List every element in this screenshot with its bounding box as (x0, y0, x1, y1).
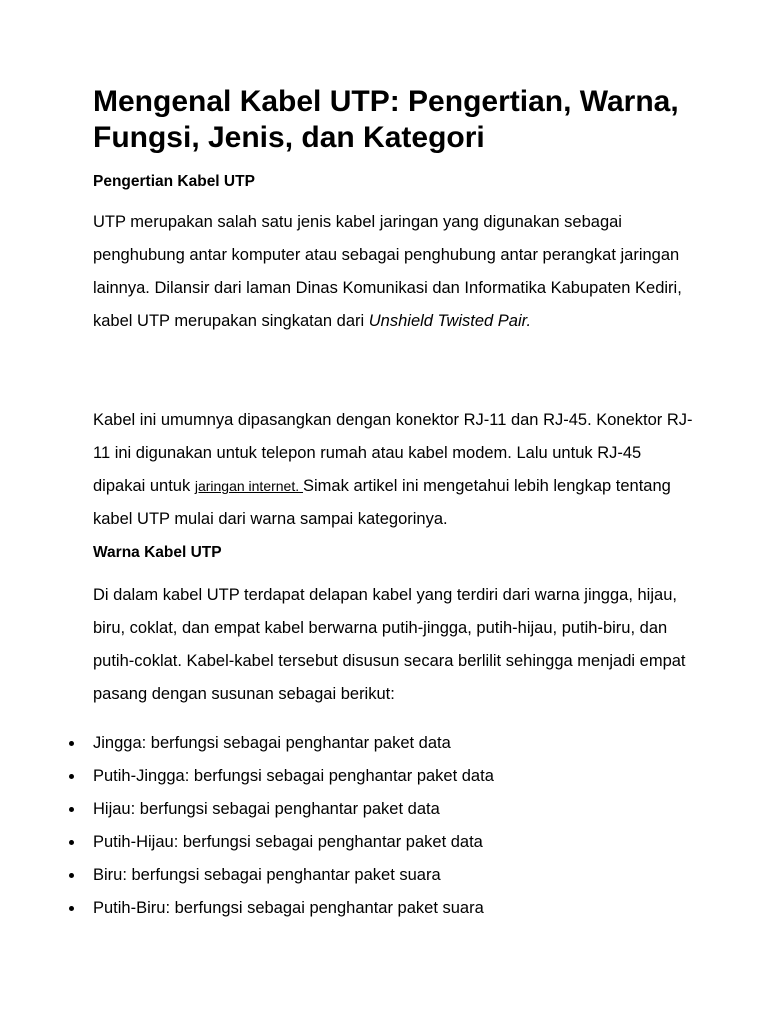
bullet-icon (69, 774, 74, 779)
list-item-text: Putih-Hijau: berfungsi sebagai penghantar paket data (93, 833, 483, 851)
section-heading-pengertian: Pengertian Kabel UTP (93, 173, 255, 190)
link-jaringan-internet[interactable]: jaringan internet. (194, 478, 304, 494)
document-title: Mengenal Kabel UTP: Pengertian, Warna, Fungsi, Jenis, dan Kategori (93, 85, 679, 154)
paragraph-konektor-text-end: Simak artikel ini mengetahui lebih lengkap tentang kabel UTP mulai dari warna sampai kategorinya. (93, 477, 671, 528)
bullet-icon (69, 906, 74, 911)
bullet-icon (69, 873, 74, 878)
bullet-icon (69, 741, 74, 746)
list-item-text: Hijau: berfungsi sebagai penghantar paket data (93, 800, 440, 818)
section-heading-warna: Warna Kabel UTP (93, 544, 222, 561)
list-item-text: Jingga: berfungsi sebagai penghantar paket data (93, 734, 451, 752)
paragraph-konektor-text: Kabel ini umumnya dipasangkan dengan konektor RJ-11 dan RJ-45. Konektor RJ-11 ini digunakan untuk telepon rumah atau kabel modem. Lalu untuk RJ-45 dipakai untuk (93, 411, 693, 495)
list-item-text: Biru: berfungsi sebagai penghantar paket suara (93, 866, 441, 884)
paragraph-konektor (93, 404, 693, 536)
paragraph-pengertian-text: UTP merupakan salah satu jenis kabel jaringan yang digunakan sebagai penghubung antar komputer atau sebagai penghubung antar perangkat jaringan lainnya. Dilansir dari laman Dinas Komunikasi dan Informatika Kabupaten Kediri, kabel UTP merupakan singkatan dari (93, 213, 682, 330)
list-item-text: Putih-Biru: berfungsi sebagai penghantar paket suara (93, 899, 484, 917)
bullet-icon (69, 840, 74, 845)
list-item-text: Putih-Jingga: berfungsi sebagai penghantar paket data (93, 767, 494, 785)
paragraph-warna: Di dalam kabel UTP terdapat delapan kabel yang terdiri dari warna jingga, hijau, biru, coklat, dan empat kabel berwarna putih-jingga, putih-hijau, putih-biru, dan putih-coklat. Kabel-kabel tersebut disusun secara berlilit sehingga menjadi empat pasang dengan susunan sebagai berikut: (93, 586, 686, 703)
paragraph-pengertian-italic: Unshield Twisted Pair. (368, 312, 532, 330)
paragraph-pengertian (93, 206, 693, 338)
bullet-icon (69, 807, 74, 812)
